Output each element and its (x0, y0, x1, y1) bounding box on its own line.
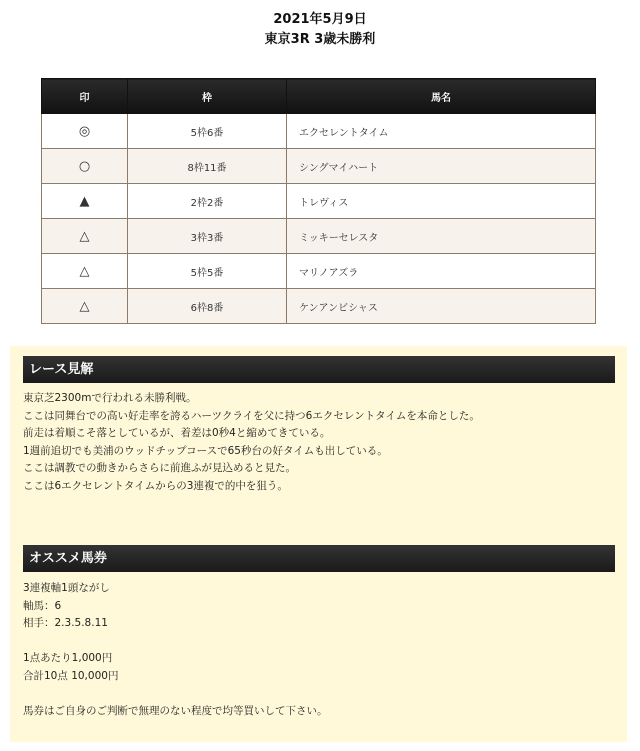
mark-cell: ◎ (42, 114, 128, 149)
spacer (23, 633, 328, 651)
partner-horses: 相手：2.3.5.8.11 (23, 617, 108, 629)
waku-cell: 5枠5番 (128, 254, 287, 289)
bet-type: 3連複軸1頭ながし (23, 582, 110, 594)
mark-cell: △ (42, 254, 128, 289)
horse-name-cell: エクセレントタイム (287, 114, 596, 149)
table-row (42, 289, 596, 324)
table-row (42, 254, 596, 289)
analysis-line: ここは調教での動きからさらに前進ふが見込めると見た。 (23, 462, 296, 474)
recommend-text (23, 580, 328, 720)
content-panel (10, 346, 627, 742)
mark-cell: △ (42, 289, 128, 324)
waku-cell: 5枠6番 (128, 114, 287, 149)
recommend-heading: オススメ馬券 (23, 545, 615, 572)
analysis-line: ここは同舞台での高い好走率を誇るハーツクライを父に持つ6エクセレントタイムを本命とした。 (23, 409, 480, 422)
table-row (42, 219, 596, 254)
column-header-mark: 印 (42, 79, 128, 114)
horse-name-cell: マリノアズラ (287, 254, 596, 289)
horse-name-cell: ケンアンビシャス (287, 289, 596, 324)
analysis-line: 前走は着順こそ落としているが、着差は0秒4と縮めてきている。 (23, 427, 331, 439)
column-header-waku: 枠 (128, 79, 287, 114)
table-row (42, 149, 596, 184)
horse-name-cell: トレヴィス (287, 184, 596, 219)
spacer (23, 685, 328, 703)
waku-cell: 2枠2番 (128, 184, 287, 219)
horse-name-cell: ミッキーセレスタ (287, 219, 596, 254)
table-header-row (42, 79, 596, 114)
total-amount: 合計10点 10,000円 (23, 669, 119, 682)
analysis-line: 東京芝2300mで行われる未勝利戦。 (23, 392, 197, 404)
analysis-line: 1週前追切でも美浦のウッドチップコースで65秒台の好タイムも出している。 (23, 444, 388, 457)
analysis-line: ここは6エクセレントタイムからの3連複で的中を狙う。 (23, 479, 288, 492)
mark-cell: ○ (42, 149, 128, 184)
column-header-horse: 馬名 (287, 79, 596, 114)
race-title: 東京3R 3歳未勝利 (264, 32, 376, 47)
picks-table (41, 78, 596, 324)
bet-note: 馬券はご自身のご判断で無理のない程度で均等買いして下さい。 (23, 704, 328, 717)
horse-name-cell: シングマイハート (287, 149, 596, 184)
analysis-text (23, 390, 480, 495)
waku-cell: 8枠11番 (128, 149, 287, 184)
waku-cell: 6枠8番 (128, 289, 287, 324)
per-point-amount: 1点あたり1,000円 (23, 652, 113, 664)
axis-horse: 軸馬：6 (23, 599, 62, 612)
analysis-heading: レース見解 (23, 356, 615, 383)
mark-cell: ▲ (42, 184, 128, 219)
race-date: 2021年5月9日 (273, 12, 367, 27)
mark-cell: △ (42, 219, 128, 254)
table-row (42, 114, 596, 149)
race-header (0, 0, 640, 50)
waku-cell: 3枠3番 (128, 219, 287, 254)
table-row (42, 184, 596, 219)
